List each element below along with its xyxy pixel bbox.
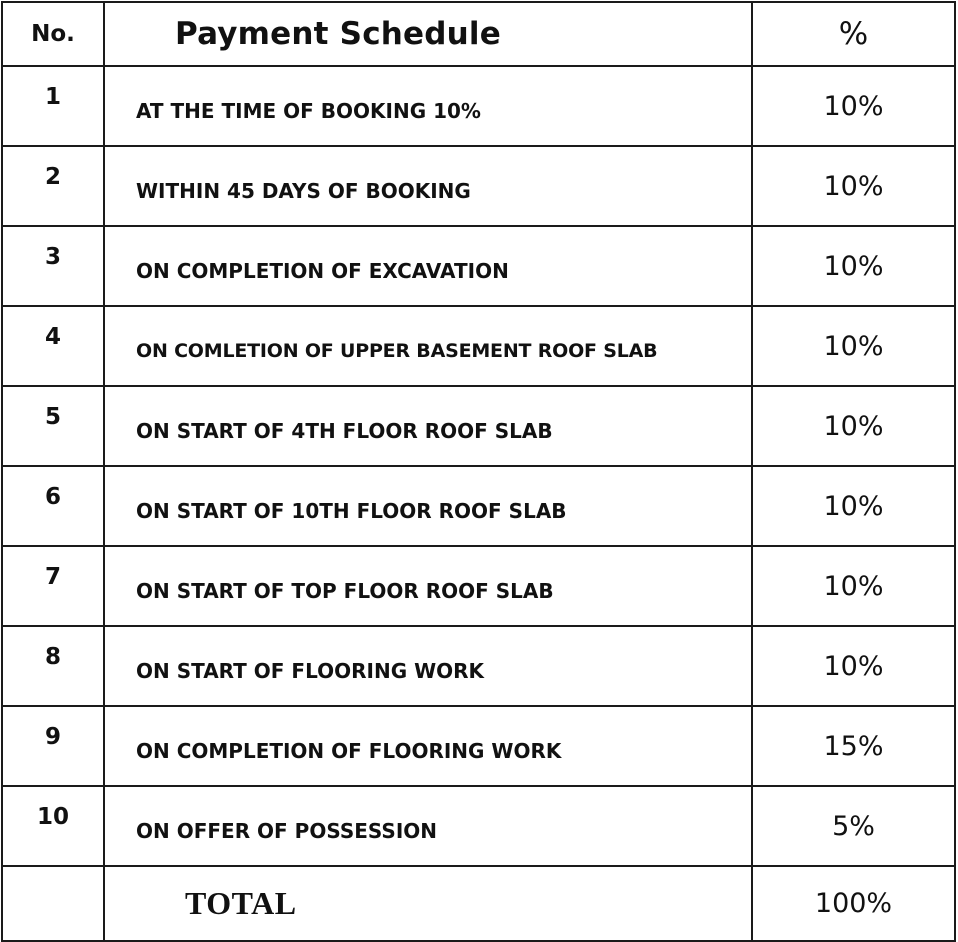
row-description: WITHIN 45 DAYS OF BOOKING [104,146,752,226]
header-percent: % [752,2,955,66]
table-header-row [2,2,955,66]
row-number: 10 [2,786,104,866]
total-number [2,866,104,941]
table-row [2,466,955,546]
header-no: No. [2,2,104,66]
row-description: ON COMPLETION OF FLOORING WORK [104,706,752,786]
total-label: TOTAL [104,866,752,941]
row-description: ON COMLETION OF UPPER BASEMENT ROOF SLAB [104,306,752,386]
row-number: 8 [2,626,104,706]
table-row [2,146,955,226]
header-payment-schedule: Payment Schedule [104,2,752,66]
total-row [2,866,955,941]
row-number: 3 [2,226,104,306]
table-row [2,786,955,866]
row-percent: 10% [752,226,955,306]
row-percent: 5% [752,786,955,866]
row-description: ON START OF FLOORING WORK [104,626,752,706]
table-row [2,386,955,466]
row-percent: 10% [752,146,955,226]
table-row [2,306,955,386]
row-percent: 10% [752,66,955,146]
row-percent: 10% [752,546,955,626]
row-description: ON OFFER OF POSSESSION [104,786,752,866]
row-percent: 10% [752,386,955,466]
row-number: 1 [2,66,104,146]
payment-schedule-table [1,1,956,942]
row-number: 4 [2,306,104,386]
row-number: 7 [2,546,104,626]
table-row [2,66,955,146]
row-number: 2 [2,146,104,226]
table-row [2,626,955,706]
row-number: 5 [2,386,104,466]
row-description: ON COMPLETION OF EXCAVATION [104,226,752,306]
total-percent: 100% [752,866,955,941]
row-number: 9 [2,706,104,786]
row-percent: 10% [752,626,955,706]
row-percent: 10% [752,466,955,546]
row-percent: 15% [752,706,955,786]
table-row [2,226,955,306]
table-row [2,706,955,786]
row-percent: 10% [752,306,955,386]
table-row [2,546,955,626]
row-description: AT THE TIME OF BOOKING 10% [104,66,752,146]
row-description: ON START OF 4TH FLOOR ROOF SLAB [104,386,752,466]
row-number: 6 [2,466,104,546]
row-description: ON START OF TOP FLOOR ROOF SLAB [104,546,752,626]
row-description: ON START OF 10TH FLOOR ROOF SLAB [104,466,752,546]
